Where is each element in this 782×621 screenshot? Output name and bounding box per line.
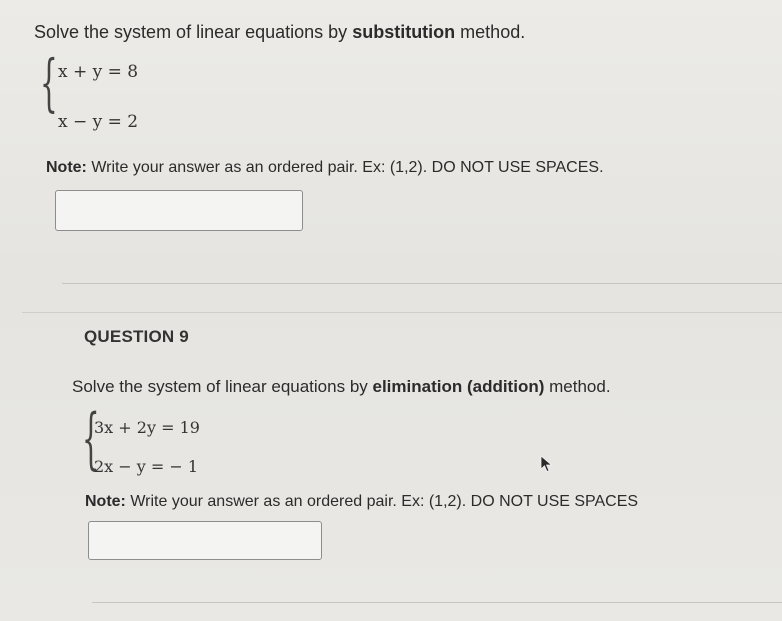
- mouse-pointer-icon: [540, 455, 554, 473]
- prompt-text: Solve the system of linear equations by: [34, 22, 353, 42]
- question-8-answer-input[interactable]: [55, 190, 303, 231]
- note-label: Note:: [85, 493, 126, 510]
- prompt-text-end: method.: [455, 22, 526, 42]
- left-brace-icon: {: [40, 46, 58, 119]
- prompt-text: Solve the system of linear equations by: [72, 377, 373, 396]
- question-8-prompt: [34, 22, 525, 43]
- divider: [92, 602, 782, 603]
- equation-1: 3x + 2y = 19: [94, 418, 200, 437]
- question-9-prompt: [72, 377, 611, 397]
- question-9-note: [85, 493, 638, 511]
- question-9-answer-input[interactable]: [88, 521, 322, 560]
- prompt-text-end: method.: [544, 377, 611, 396]
- equation-1: x + y = 8: [58, 62, 139, 82]
- equation-2: x − y = 2: [58, 112, 139, 132]
- note-label: Note:: [46, 159, 87, 176]
- question-8-note: [46, 159, 604, 177]
- equation-2: 2x − y = − 1: [94, 457, 199, 476]
- note-text: Write your answer as an ordered pair. Ex: (1,2). DO NOT USE SPACES.: [86, 159, 604, 176]
- divider: [62, 283, 782, 284]
- note-text: Write your answer as an ordered pair. Ex: (1,2). DO NOT USE SPACES: [125, 493, 639, 510]
- prompt-method: elimination (addition): [372, 377, 545, 396]
- left-brace-icon: {: [82, 400, 100, 477]
- question-divider: [22, 312, 782, 313]
- question-9-heading: QUESTION 9: [84, 327, 189, 346]
- prompt-method: substitution: [352, 22, 456, 42]
